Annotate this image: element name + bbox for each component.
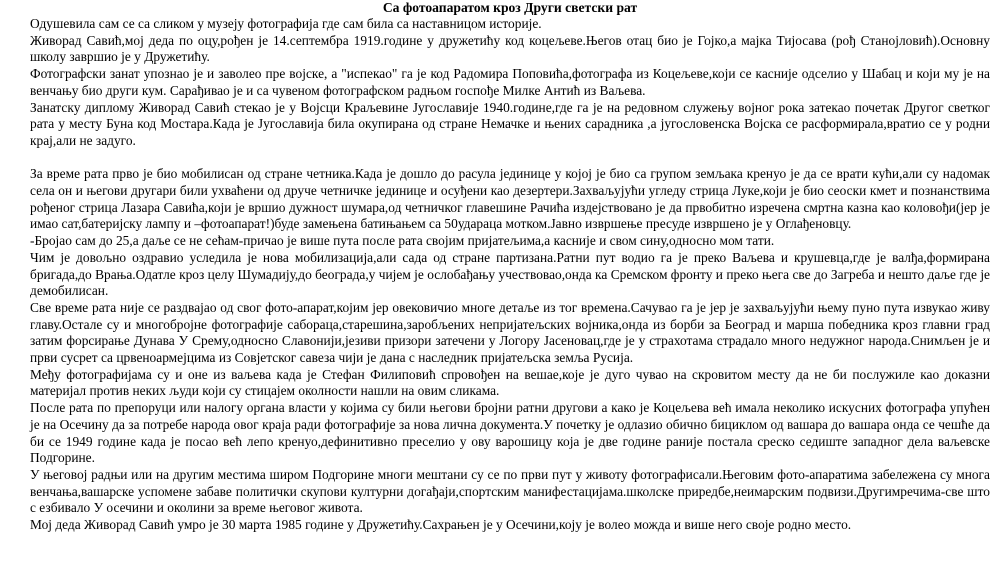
document-title: Са фотоапаратом кроз Други светски рат bbox=[382, 0, 638, 15]
paragraph-partisan-mobilization: Чим је довољно оздравио уследила је нова мобилизација,али сада од стране партизана.Ратни пут водио га је преко Ваљева и крушевца,где је валђа,формирана бригада,до Врања.Одатле кроз целу Шумадију,до београда,у чијем је ослобађању учествовао,онда ка Сремском фронту и преко њега све до Загреба и нешто даље где је демобилисан. bbox=[30, 249, 990, 299]
paragraph-after-war: После рата по препоруци или налогу органа власти у којима су били његови бројни ратни другови а како је Коцељева већ имала неколико искусних фотографа упућен је на Осечину да за потребе народа овог краја ради фотографије за нова лична документа.У почетку је одлазио обично бициклом од вашара до вашара онда се чешће да би се 1949 године када је посао већ лепо кренуо,дефинитивно преселио у ову варошицу која је две године раније постала среско седиште западног дела ваљевске Подгорине. bbox=[30, 400, 990, 466]
paragraph-chetnik-mobilization: За време рата прво је био мобилисан од стране четника.Када је дошло до расула јединице у којој је био са групом земљака кренуо је да се врати кући,али су надомак села он и његови другари били ухваћени од друче четничке јединице и осуђени као дезертери.Захваљујући угледу стрица Луке,који је био сеоски кмет и познанствима рођеног стрица Лазара Савића,који је вршио дужност шумара,од четничког главешине Рачића издејствовано је да првобитно изречена смртна казна као коловођи(јер је имао сат,батеријску лампу и –фотоапарат!)буде замењена батињањем са 50удараца мотком.Јавно извршење пресуде извршено је у Оглађеновцу. bbox=[30, 166, 990, 232]
blank-line bbox=[30, 150, 990, 167]
document bbox=[30, 0, 990, 534]
paragraph-camera-war: Све време рата није се раздвајао од свог фото-апарат,којим јер овековичио многе детаље из тог времена.Сачувао га је јер је захваљујући њему пуно пута извукао живу главу.Остале су и многобројне фотографије сабораца,старешина,заробљених непријатељских војника,онда из борби за Београд и марша победника кроз главни град затим форсирање Дунава У Срему,односно Славонији,језиви призори затечени у Логору Јасеновац,где је у страхотама страдало много недужног народа.Снимљен је и први сусрет са црвеноармејцима из Совјетског савеза чији је дана с наследник пријатељска земља Русија. bbox=[30, 299, 990, 366]
paragraph-diploma: Занатску диплому Живорад Савић стекао је у Војсци Краљевине Југославије 1940.године,где га је на редовном служењу војног рока затекао почетак Другог светког рата у месту Буна код Мостара.Када је Југославија била окупирана од стране Немачке и њених сарадника ,а југословенска Војска се расформирала,вратио се у родни крај,али не задуго. bbox=[30, 99, 990, 148]
paragraph-craft: Фотографски занат упознао је и заволео пре војске, а "испекао" га је код Радомира Поповића,фотографа из Коцељеве,који се касније одселио у Шабац и који му је на венчању био други кум. Сарађивао је и са чувеном фотографском радњом госпође Милке Антић из Ваљева. bbox=[30, 66, 990, 98]
paragraph-intro: Одушевила сам се са сликом у музеју фотографија где сам била са наставницом историје. bbox=[30, 16, 542, 31]
paragraph-birth: Живорад Савић,мој деда по оцу,рођен је 14.септембра 1919.године у дружетићу код коцељеве.Његов отац био је Гојко,а мајка Тијосава (рођ Станојловић).Основну школу завршио је у Дружетићу. bbox=[30, 32, 990, 65]
paragraph-valjevo-photos: Међу фотографијама су и оне из ваљева када је Стефан Филиповић спровођен на вешае,које је дуго чувао на скровитом месту да не би послужиле као доказни материјал против неких људи који су стицајем околности нашли на овим сликама. bbox=[30, 366, 990, 399]
paragraph-quote: -Бројао сам до 25,а даље се не сећам-причао је више пута после рата својим пријатељима,а касније и свом сину,односно мом тати. bbox=[30, 233, 775, 249]
paragraph-podgorina: У његовој радњи или на другим местима широм Подгорине многи мештани су се по први пут у животу фотографисали.Његовим фото-апаратима забележена су многа венчања,вашарске успомене забаве политички скупови културни догађаји,спортским манифестацијама.школске приредбе,неимарским подвизи.Другимречима-све што с езбивало У осечини и околини за време његовог живота. bbox=[30, 466, 990, 516]
paragraph-death: Мој деда Живорад Савић умро је 30 марта 1985 године у Дружетићу.Сахрањен је у Осечини,коју је волео можда и више него своје родно место. bbox=[30, 517, 852, 533]
